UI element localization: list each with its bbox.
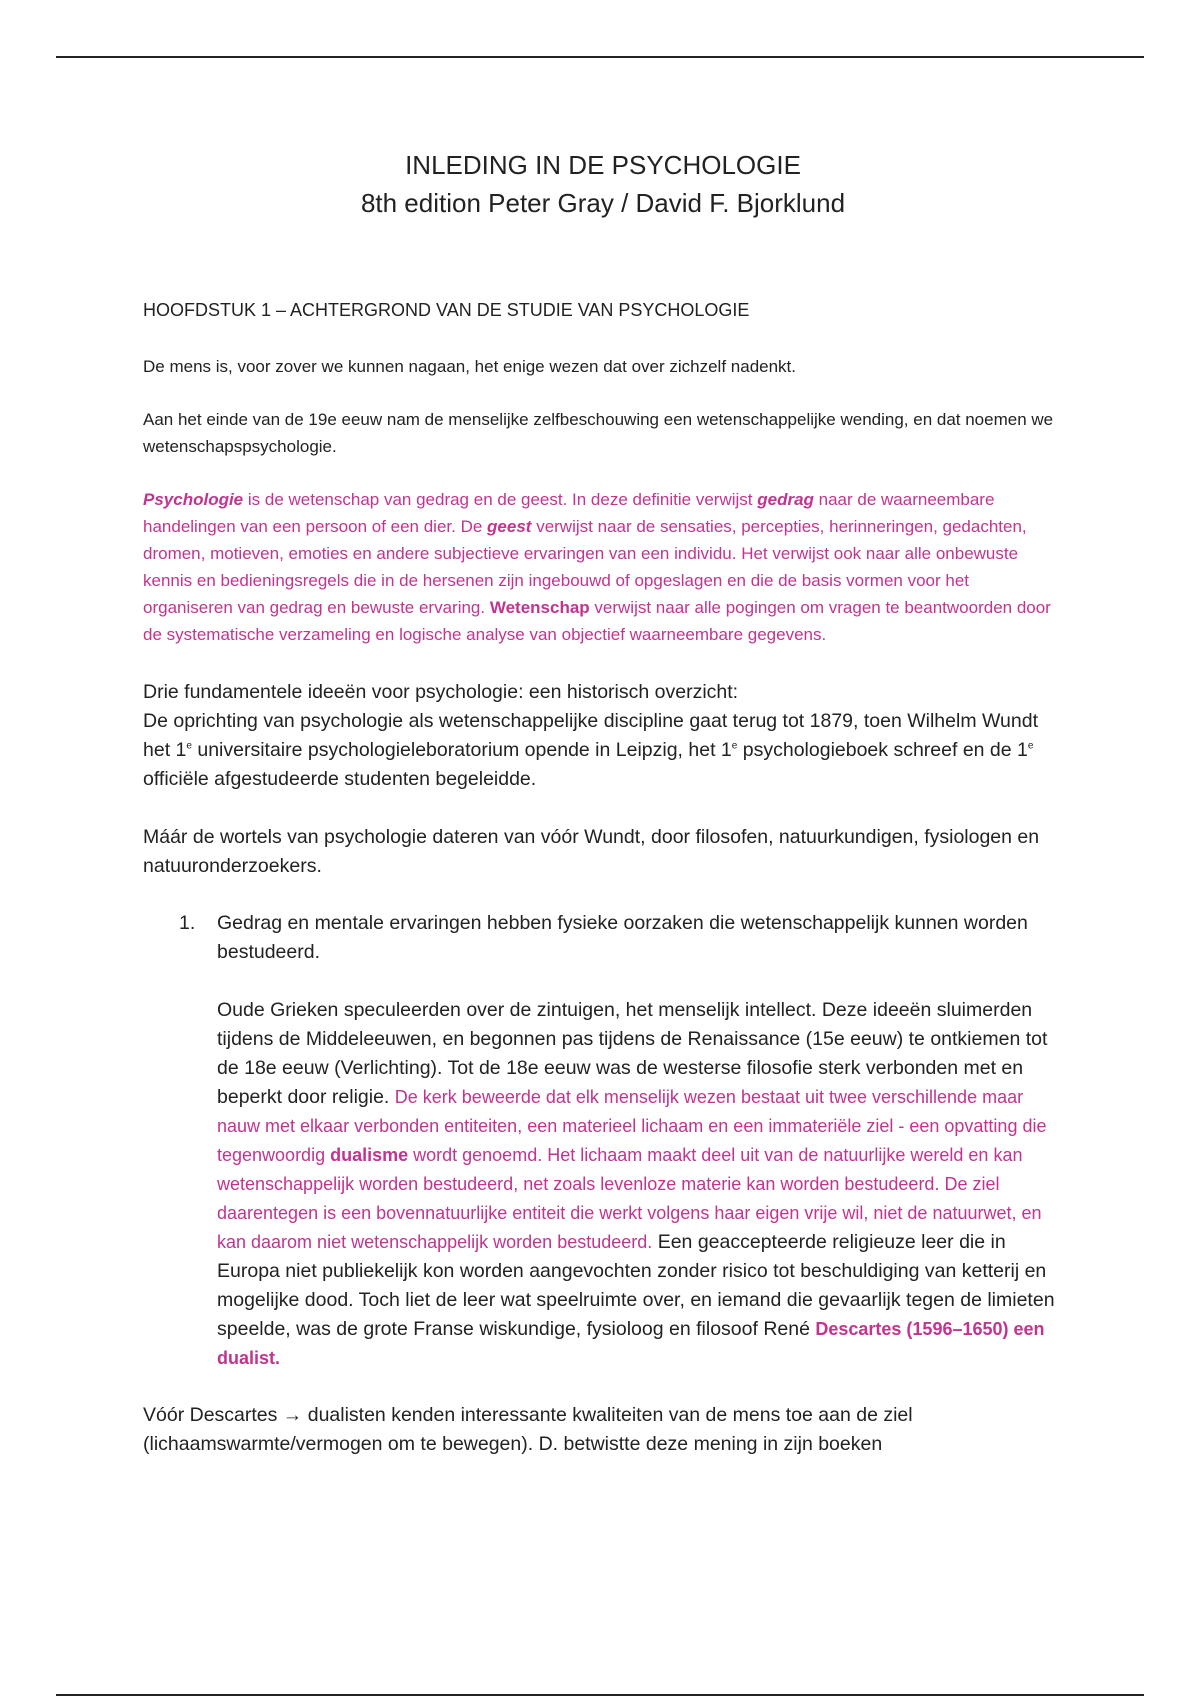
term-psychologie: Psychologie: [143, 490, 244, 509]
descartes-text: Descartes (1596–1650) een dualist.: [217, 1319, 1045, 1368]
definition-text-1: is de wetenschap van gedrag en de geest. In deze definitie verwijst: [243, 490, 758, 509]
document-title: [143, 146, 1063, 222]
history-heading: Drie fundamentele ideeën voor psychologie: een historisch overzicht:: [143, 681, 739, 703]
term-dualisme: dualisme: [330, 1145, 409, 1165]
bottom-rule: [56, 1694, 1144, 1696]
closing-paragraph: Vóór Descartes → dualisten kenden interessante kwaliteiten van de mens toe aan de ziel (lichaamswarmte/vermogen om te bewegen). D. betwistte deze mening in zijn boeken: [143, 1404, 913, 1455]
list-number: 1.: [179, 912, 196, 934]
document-page: [143, 146, 1063, 1488]
history-text-c: psychologieboek schreef en de 1: [737, 739, 1028, 761]
list-statement: Gedrag en mentale ervaringen hebben fysieke oorzaken die wetenschappelijk kunnen worden bestudeerd.: [217, 912, 1028, 963]
list-body-text-b: Een geaccepteerde religieuze leer die in Europa niet publiekelijk kon worden aangevochten zonder risico tot beschuldiging van ketterij en mogelijke dood. Toch liet de leer wat speelruimte over, en iemand die gevaarlijk tegen de limieten speelde, was de grote Franse wiskundige, fysioloog en filosoof René: [217, 1231, 1055, 1340]
list-item: [143, 909, 1063, 1373]
numbered-list: [143, 909, 1063, 1373]
definition-text-3: verwijst naar de sensaties, percepties, herinneringen, gedachten, dromen, motieven, emoties en andere subjectieve ervaringen van een individu. Het verwijst ook naar alle onbewuste kennis en bedieningsregels die in de hersenen zijn ingebouwd of opgeslagen en die de basis vormen voor het organiseren van gedrag en bewuste ervaring.: [143, 517, 1027, 617]
term-wetenschap: Wetenschap: [489, 598, 590, 617]
definition-text-2: naar de waarneembare handelingen van een persoon of een dier. De: [143, 490, 995, 536]
intro-paragraph-2: Aan het einde van de 19e eeuw nam de menselijke zelfbeschouwing een wetenschappelijke wending, en dat noemen we wetenschapspsychologie.: [143, 410, 1054, 456]
ordinal-sup: e: [186, 740, 192, 752]
dualism-text-a: De kerk beweerde dat elk menselijk wezen bestaat uit twee verschillende maar nauw met elkaar verbonden entiteiten, een materieel lichaam en een immateriële ziel - een opvatting die tegenwoordig: [217, 1087, 1047, 1165]
history-text-b: universitaire psychologieleboratorium opende in Leipzig, het 1: [191, 739, 732, 761]
intro-paragraph-1: De mens is, voor zover we kunnen nagaan, het enige wezen dat over zichzelf nadenkt.: [143, 357, 796, 376]
history-text-d: officiële afgestudeerde studenten begeleidde.: [143, 768, 537, 790]
term-geest: geest: [487, 517, 532, 536]
title-line-2: 8th edition Peter Gray / David F. Bjorklund: [360, 188, 846, 218]
definition-text-4: verwijst naar alle pogingen om vragen te beantwoorden door de systematische verzameling en logische analyse van objectief waarneembare gegevens.: [143, 598, 1051, 644]
dualism-explanation: [217, 1087, 1046, 1252]
ordinal-sup: e: [1027, 740, 1034, 752]
history-paragraph: [143, 678, 1063, 794]
term-gedrag: gedrag: [757, 490, 814, 509]
definition-paragraph: [143, 486, 1063, 648]
dualism-text-b: wordt genoemd. Het lichaam maakt deel uit van de natuurlijke wereld en kan wetenschappelijk worden bestudeerd, net zoals levenloze materie kan worden bestudeerd. De ziel daarentegen is een bovennatuurlijke entiteit die werkt volgens haar eigen vrije wil, niet de natuurwet, en kan daarom niet wetenschappelijk worden bestudeerd.: [217, 1145, 1042, 1252]
ordinal-sup: e: [731, 740, 738, 752]
top-rule: [56, 56, 1144, 58]
list-body-text-a: Oude Grieken speculeerden over de zintuigen, het menselijk intellect. Deze ideeën sluimerden tijdens de Middeleeuwen, en begonnen pas tijdens de Renaissance (15e eeuw) te ontkiemen tot de 18e eeuw (Verlichting). Tot de 18e eeuw was de westerse filosofie sterk verbonden met en beperkt door religie.: [217, 999, 1048, 1108]
chapter-heading: HOOFDSTUK 1 – ACHTERGROND VAN DE STUDIE VAN PSYCHOLOGIE: [143, 300, 750, 320]
list-body: [217, 996, 1063, 1373]
history-text-a: De oprichting van psychologie als wetenschappelijke discipline gaat terug tot 1879, toen Wilhelm Wundt het 1: [143, 710, 1038, 761]
roots-paragraph: Máár de wortels van psychologie dateren van vóór Wundt, door filosofen, natuurkundigen, fysiologen en natuuronderzoekers.: [143, 826, 1040, 877]
title-line-1: INLEDING IN DE PSYCHOLOGIE: [405, 150, 801, 180]
